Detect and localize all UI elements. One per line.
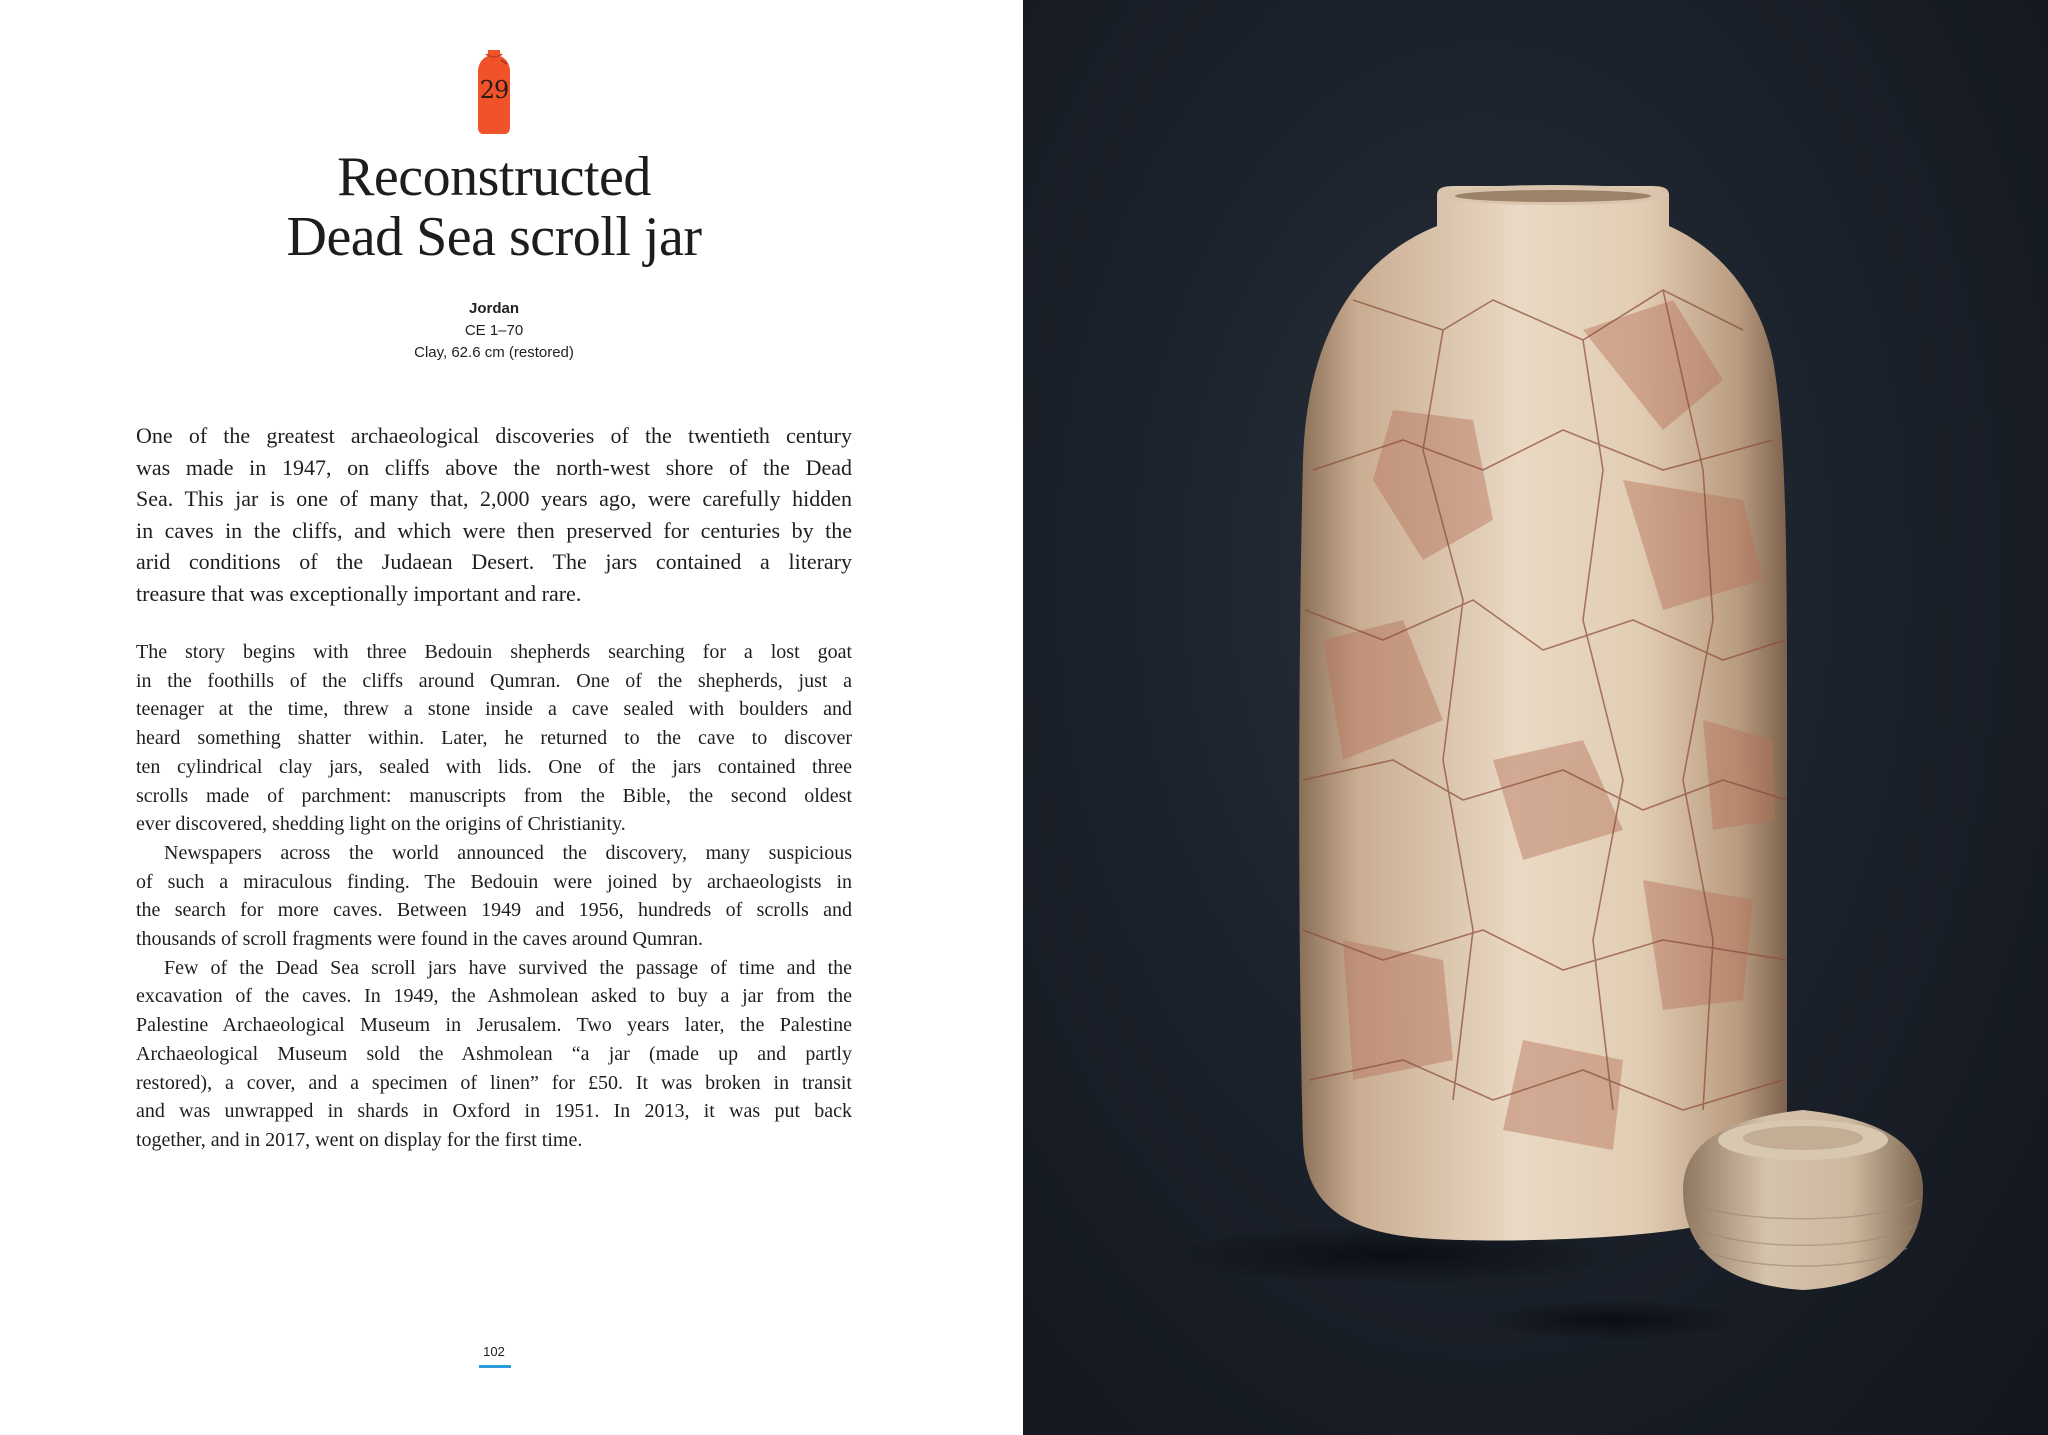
lead-line: treasure that was exceptionally important and rare. [136, 580, 582, 606]
lead-line: in caves in the cliffs, and which were then preserved for centuries by the [136, 517, 852, 543]
body-line: scrolls made of parchment: manuscripts from the Bible, the second oldest [136, 784, 852, 807]
body-line: teenager at the time, threw a stone inside a cave sealed with boulders and [136, 698, 852, 721]
lead-paragraph [136, 420, 852, 610]
body-line: the search for more caves. Between 1949 and 1956, hundreds of scrolls and [136, 899, 852, 922]
meta-place: Jordan [468, 300, 519, 317]
body-line: Few of the Dead Sea scroll jars have survived the passage of time and the [164, 956, 852, 979]
lead-line: was made in 1947, on cliffs above the north-west shore of the Dead [136, 454, 852, 480]
body-line: The story begins with three Bedouin shepherds searching for a lost goat [136, 641, 852, 663]
page-number-rule [479, 1365, 511, 1368]
scroll-jar-photo [1023, 0, 2048, 1435]
lead-line: Sea. This jar is one of many that, 2,000 years ago, were carefully hidden [136, 486, 852, 512]
photo-page [1023, 0, 2048, 1435]
body-line: heard something shatter within. Later, he returned to the cave to discover [136, 727, 852, 750]
body-line: Archaeological Museum sold the Ashmolean “a jar (made up and partly [136, 1042, 852, 1065]
body-line: thousands of scroll fragments were found in the caves around Qumran. [136, 928, 704, 951]
object-meta [0, 298, 988, 364]
page-title [0, 147, 988, 267]
body-line: ten cylindrical clay jars, sealed with lids. One of the jars contained three [136, 755, 852, 778]
body-line: and was unwrapped in shards in Oxford in 1951. In 2013, it was put back [136, 1100, 852, 1123]
meta-date: CE 1–70 [464, 322, 524, 339]
page-number: 102 [483, 1344, 505, 1359]
meta-material: Clay, 62.6 cm (restored) [414, 344, 574, 361]
title-line-2: Dead Sea scroll jar [286, 206, 702, 268]
body-line: ever discovered, shedding light on the origins of Christianity. [136, 813, 626, 836]
text-page [0, 0, 1023, 1435]
body-line: Palestine Archaeological Museum in Jerusalem. Two years later, the Palestine [136, 1014, 852, 1037]
body-line: excavation of the caves. In 1949, the Ashmolean asked to buy a jar from the [136, 985, 852, 1008]
body-line: restored), a cover, and a specimen of linen” for £50. It was broken in transit [136, 1071, 852, 1094]
body-line: of such a miraculous finding. The Bedouin were joined by archaeologists in [136, 870, 852, 893]
title-line-1: Reconstructed [337, 146, 651, 208]
object-number: 29 [479, 76, 509, 104]
lead-line: One of the greatest archaeological discoveries of the twentieth century [136, 423, 852, 448]
body-line: in the foothills of the cliffs around Qumran. One of the shepherds, just a [136, 669, 852, 692]
body-line: Newspapers across the world announced the discovery, many suspicious [164, 841, 852, 864]
body-line: together, and in 2017, went on display for the first time. [136, 1128, 583, 1151]
lead-line: arid conditions of the Judaean Desert. The jars contained a literary [136, 549, 852, 575]
body-text [136, 638, 852, 1155]
